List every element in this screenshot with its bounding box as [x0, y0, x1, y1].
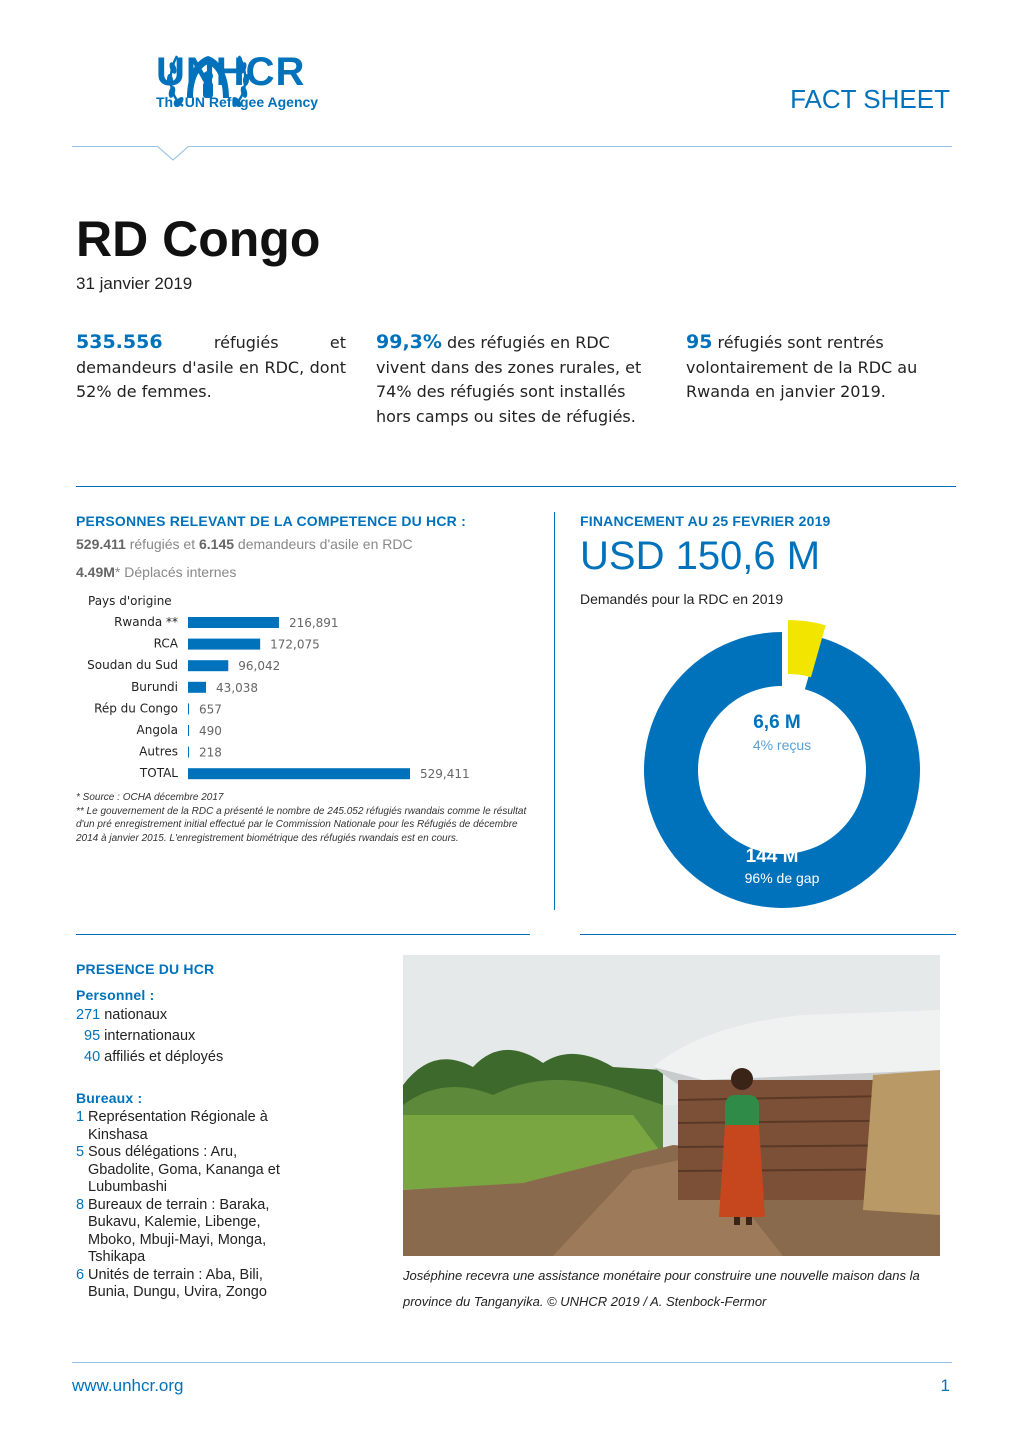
bar [188, 639, 260, 650]
key-figure-returns [686, 330, 926, 405]
bar-value-label: 218 [199, 745, 222, 760]
key-figure-rural [376, 330, 658, 429]
bar-category-label: Rwanda ** [114, 615, 178, 629]
bar-value-label: 529,411 [420, 767, 470, 782]
key-figure-text: des réfugiés en RDC vivent dans des zones rurales, et 74% des réfugiés sont installés hors camps ou sites de réfugiés. [376, 333, 642, 426]
logo-wordmark: UNHCR [156, 50, 306, 94]
bar-value-label: 43,038 [216, 680, 259, 695]
section-divider [76, 486, 956, 487]
bar-category-label: Soudan du Sud [87, 658, 178, 673]
field-photo [403, 955, 940, 1256]
office-item: 6 Unités de terrain : Aba, Bili, Bunia, Dungu, Uvira, Zongo [76, 1266, 267, 1300]
header-notch-icon [157, 146, 189, 162]
bar-category-label: Angola [136, 723, 178, 737]
bar-value-label: 96,042 [238, 659, 281, 674]
staff-item: 40 affiliés et déployés [84, 1049, 224, 1065]
bar-value-label: 490 [199, 724, 222, 738]
office-item: 8 Bureaux de terrain : Baraka, Bukavu, Kalemie, Libenge, Mboko, Mbuji-Mayi, Monga, Tshikapa [76, 1196, 270, 1265]
gap-label: 96% de gap [744, 870, 820, 886]
bar-value-label: 216,891 [288, 616, 339, 630]
section-divider [580, 934, 956, 935]
bar [188, 768, 410, 779]
office-item: 1 Représentation Régionale à Kinshasa [76, 1109, 268, 1143]
bar [188, 703, 189, 714]
origin-bar-chart [60, 590, 530, 785]
bar-category-label: TOTAL [139, 766, 178, 781]
page-title: RD Congo [76, 211, 321, 267]
persons-heading: PERSONNES RELEVANT DE LA COMPETENCE DU HCR : [76, 513, 466, 529]
bar-category-label: Rép du Congo [94, 701, 178, 716]
header-divider [72, 146, 952, 147]
bar [188, 725, 189, 736]
funding-donut-chart [640, 610, 940, 910]
funding-subtitle: Demandés pour la RDC en 2019 [580, 591, 784, 607]
office-item: 5 Sous délégations : Aru, Gbadolite, Goma, Kananga et Lubumbashi [76, 1144, 280, 1195]
received-value: 6,6 M [753, 712, 801, 733]
key-figure-value: 95 [686, 331, 713, 353]
logo-tagline: The UN Refugee Agency [156, 94, 319, 110]
bar-category-label: Burundi [131, 679, 178, 694]
bar-category-label: Autres [139, 744, 178, 759]
staff-item: 271 nationaux [76, 1007, 168, 1023]
bar [188, 617, 279, 628]
key-figure-text: réfugiés et demandeurs d'asile en RDC, dont 52% de femmes. [76, 333, 346, 401]
bar [188, 682, 206, 693]
staff-heading: Personnel : [76, 987, 155, 1003]
bar-value-label: 657 [199, 702, 222, 717]
document-type: FACT SHEET [790, 84, 950, 114]
bar-value-label: 172,075 [270, 637, 320, 652]
persons-line-2: 4.49M* Déplacés internes [76, 564, 237, 580]
key-figure-value: 535.556 [76, 331, 163, 353]
funding-total: USD 150,6 M [580, 534, 821, 578]
key-figure-text: réfugiés sont rentrés volontairement de la RDC au Rwanda en janvier 2019. [686, 333, 918, 401]
chart-title: Pays d'origine [88, 594, 172, 608]
offices-heading: Bureaux : [76, 1090, 143, 1106]
key-figure-value: 99,3% [376, 331, 442, 353]
bar-category-label: RCA [153, 636, 178, 651]
gap-value: 144 M [745, 846, 799, 867]
offices-list [76, 1109, 291, 1302]
bar [188, 660, 228, 671]
footer-link[interactable]: www.unhcr.org [72, 1376, 184, 1395]
received-label: 4% reçus [752, 737, 812, 753]
bar [188, 747, 189, 758]
page-date: 31 janvier 2019 [76, 274, 193, 293]
presence-heading: PRESENCE DU HCR [76, 961, 215, 977]
photo-caption: Joséphine recevra une assistance monétaire pour construire une nouvelle maison dans la province du Tanganyika. © UNHCR 2019 / A. Stenbock-Fermor [403, 1268, 920, 1309]
chart-notes: * Source : OCHA décembre 2017 ** Le gouvernement de la RDC a présenté le nombre de 245.052 réfugiés rwandais comme le résultat d'un pré enregistrement initial effectué par le Commission Nationale pour les Réfugiés de décembre 2014 à janvier 2015. L'enregistrement biométrique des réfugiés rwandais est en cours. [76, 792, 527, 844]
key-figure-refugees [76, 330, 346, 405]
footer-divider [72, 1362, 952, 1363]
funding-heading: FINANCEMENT AU 25 FEVRIER 2019 [580, 513, 831, 529]
staff-item: 95 internationaux [84, 1028, 196, 1044]
persons-line-1: 529.411 réfugiés et 6.145 demandeurs d'asile en RDC [76, 536, 413, 552]
page-number: 1 [940, 1376, 950, 1395]
column-divider [554, 512, 555, 910]
section-divider [76, 934, 530, 935]
